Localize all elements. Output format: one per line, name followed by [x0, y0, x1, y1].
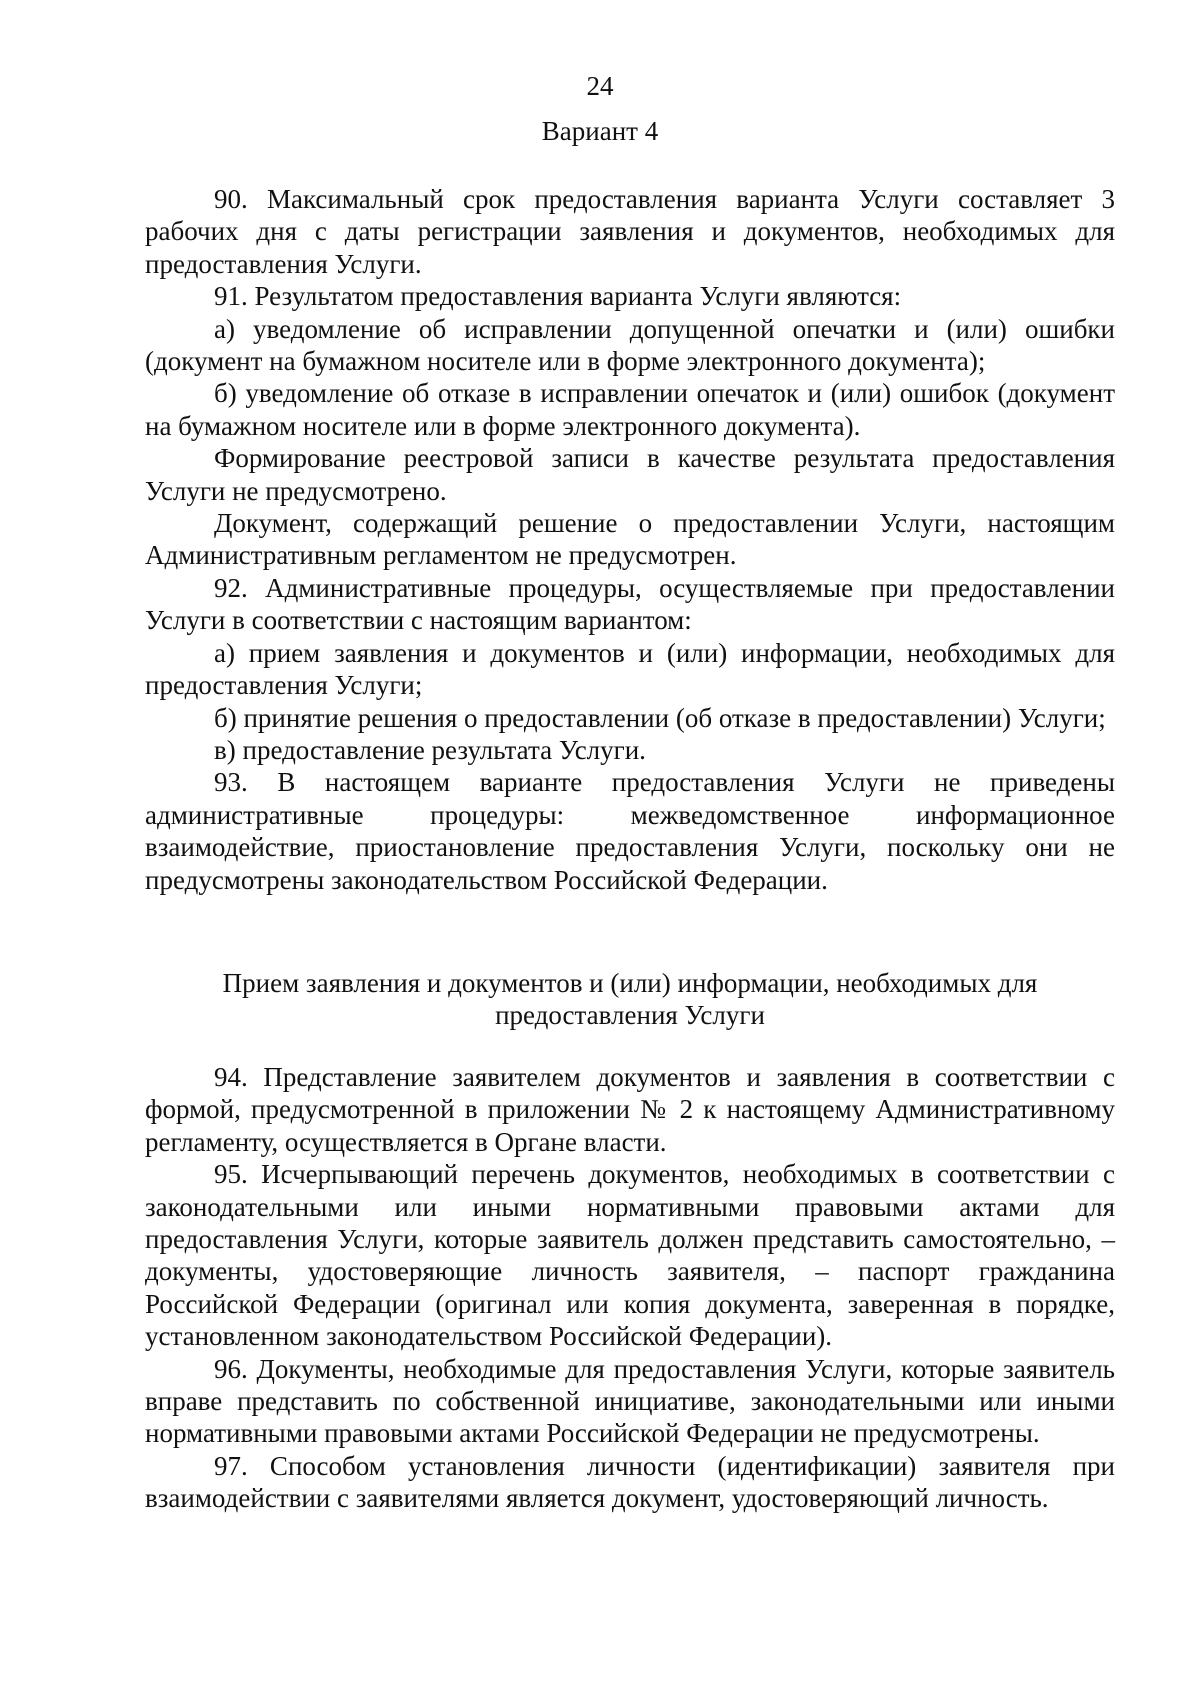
section-heading-line-1: Прием заявления и документов и (или) информации, необходимых для: [222, 968, 1038, 998]
paragraph-91-b: б) уведомление об отказе в исправлении опечаток и (или) ошибок (документ на бумажном носителе или в форме электронного документа).: [145, 378, 1115, 441]
variant-heading: Вариант 4: [541, 116, 659, 146]
body-block-before: [145, 183, 1115, 896]
paragraph-93: 93. В настоящем варианте предоставления Услуги не приведены административные процедуры: межведомственное информационное взаимодействие, приостановление предоставления Услуги, поскольку они не предусмотрены законодательством Российской Федерации.: [145, 767, 1115, 895]
paragraph-91-a: а) уведомление об исправлении допущенной опечатки и (или) ошибки (документ на бумажном носителе или в форме электронного документа);: [145, 313, 1115, 377]
paragraph-91: 91. Результатом предоставления варианта Услуги являются:: [214, 281, 902, 312]
section-heading: [145, 967, 1115, 1032]
section-heading-line-2: предоставления Услуги: [495, 1000, 765, 1031]
paragraph-registry-record: Формирование реестровой записи в качестве результата предоставления Услуги не предусмотрено.: [145, 443, 1115, 506]
paragraph-90: 90. Максимальный срок предоставления варианта Услуги составляет 3 рабочих дня с даты регистрации заявления и документов, необходимых для предоставления Услуги.: [145, 184, 1115, 279]
paragraph-92-b: б) принятие решения о предоставлении (об отказе в предоставлении) Услуги;: [214, 702, 1106, 733]
paragraph-decision-document: Документ, содержащий решение о предоставлении Услуги, настоящим Административным регламентом не предусмотрен.: [145, 508, 1115, 571]
paragraph-92: 92. Административные процедуры, осуществляемые при предоставлении Услуги в соответствии с настоящим вариантом:: [145, 572, 1115, 636]
body-block-after: [145, 1061, 1115, 1515]
paragraph-92-a: а) прием заявления и документов и (или) информации, необходимых для предоставления Услуги;: [145, 637, 1115, 701]
paragraph-95: 95. Исчерпывающий перечень документов, необходимых в соответствии с законодательными или иными нормативными правовыми актами для предоставления Услуги, которые заявитель должен представить самостоятельно, – документы, удостоверяющие личность заявителя, – паспорт гражданина Российской Федерации (оригинал или копия документа, заверенная в порядке, установленном законодательством Российской Федерации).: [145, 1159, 1115, 1352]
paragraph-96: 96. Документы, необходимые для предоставления Услуги, которые заявитель вправе представить по собственной инициативе, законодательными или иными нормативными правовыми актами Российской Федерации не предусмотрены.: [145, 1353, 1115, 1449]
paragraph-94: 94. Представление заявителем документов и заявления в соответствии с формой, предусмотренной в приложении № 2 к настоящему Административному регламенту, осуществляется в Органе власти.: [145, 1062, 1115, 1157]
paragraph-97: 97. Способом установления личности (идентификации) заявителя при взаимодействии с заявителями является документ, удостоверяющий личность.: [145, 1450, 1115, 1514]
page-number: 24: [586, 71, 614, 101]
paragraph-92-v: в) предоставление результата Услуги.: [214, 734, 646, 765]
